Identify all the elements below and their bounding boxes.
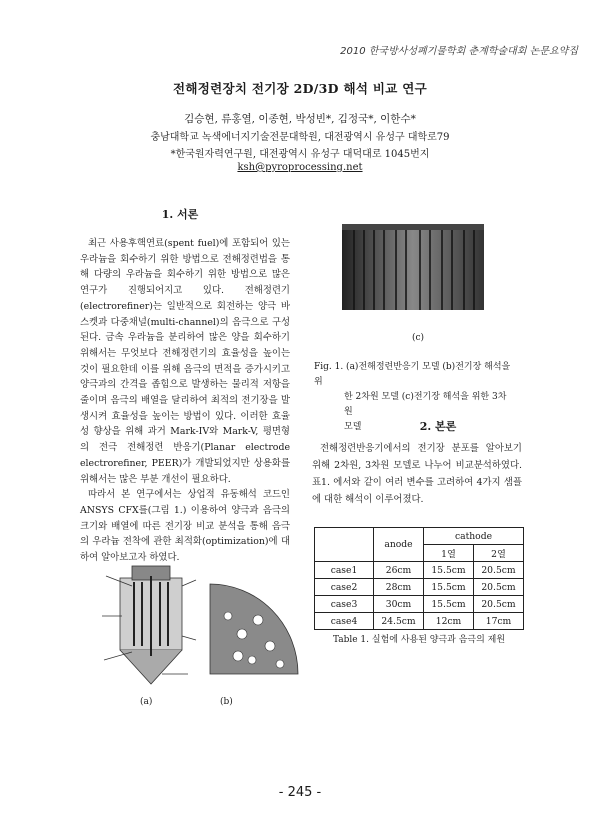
table-subheader-col1: 1열 (424, 545, 474, 562)
table-cell-cathode1: 15.5cm (424, 596, 474, 613)
table-cell-cathode2: 17cm (474, 613, 524, 630)
section-1-heading: 1. 서론 (161, 208, 199, 221)
table-cell-case: case2 (315, 579, 374, 596)
figure-reactor-and-2d-model (92, 556, 302, 694)
paragraph: 따라서 본 연구에서는 상업적 유동해석 코드인 ANSYS CFX를(그림 1.) 이용하여 양극과 음극의 크기와 배열에 따른 전기장 비교 분석을 통해 음극의 우라늄 전착에 관한 최적화(optimization)에 대하여 알아보고자 하였다. (80, 489, 290, 564)
figure-label-b: (b) (220, 697, 233, 707)
table-cell-case: case3 (315, 596, 374, 613)
figure-label-a: (a) (140, 697, 153, 707)
paragraph: 최근 사용후핵연료(spent fuel)에 포함되어 있는 우라늄을 회수하기 위한 방법으로 전해정련법을 통해 다량의 우라늄을 회수하기 위한 방법으로 많은 연구가 진행되어지고 있다. 전해정련기(electrorefiner)는 일반적으로 회전하는 양극 바스켓과 다중채널(multi-channel)의 음극으로 구성된다. 금속 우라늄을 분리하여 많은 양을 회수하기 위해서는 무엇보다 전해정련기의 효율성을 높이는 것이 필요한데 이를 위해 음극의 면적을 증가시키고 양극과의 간격을 좁힘으로 발생하는 물리적 저항을 줄이며 음극의 배열을 달리하여 최적의 전기장을 발생시켜 효율성을 높이는 방법이 있다. 이러한 효율성 향상을 위해 과거 Mark-IV와 Mark-V, 평면형의 전극 전해정련 반응기(Planar electrode electrorefiner, PEER)가 개발되었지만 상용화를 위해서는 많은 부분 개선이 필요하다. (80, 238, 290, 485)
section-2-heading: 2. 본론 (419, 420, 457, 433)
table-cell-cathode2: 20.5cm (474, 596, 524, 613)
affiliation-1: 충남대학교 녹색에너지기술전문대학원, 대전광역시 유성구 대학로79 (150, 132, 450, 143)
table-row (315, 613, 524, 630)
page-number: - 245 - (278, 785, 322, 800)
paper-title: 전해정련장치 전기장 2D/3D 해석 비교 연구 (172, 81, 428, 96)
table-cell-anode: 28cm (374, 579, 424, 596)
caption-line: 한 2차원 모델 (c)전기장 해석을 위한 3차원 (344, 392, 507, 417)
table-cell-case: case4 (315, 613, 374, 630)
table-1-caption: Table 1. 실험에 사용된 양극과 음극의 제원 (332, 635, 506, 645)
table-1 (314, 527, 524, 630)
table-row (315, 596, 524, 613)
table-cell-cathode1: 15.5cm (424, 562, 474, 579)
table-row (315, 562, 524, 579)
table-cell-anode: 26cm (374, 562, 424, 579)
table-cell-case: case1 (315, 562, 374, 579)
author-list: 김승현, 류홍열, 이종현, 박성빈*, 김정국*, 이한수* (184, 113, 416, 125)
2d-model-drawing (210, 584, 298, 674)
table-header-cathode: cathode (424, 528, 524, 545)
table-corner-cell (315, 528, 374, 562)
table-cell-cathode1: 12cm (424, 613, 474, 630)
caption-line: Fig. 1. (a)전해정련반응기 모델 (b)전기장 해석을 위 (314, 362, 511, 387)
affiliation-2: *한국원자력연구원, 대전광역시 유성구 대덕대로 1045번지 (170, 149, 430, 160)
section-1-body (80, 236, 290, 566)
section-2-body (312, 440, 522, 508)
table-subheader-col2: 2열 (474, 545, 524, 562)
table-cell-cathode1: 15.5cm (424, 579, 474, 596)
table-cell-anode: 24.5cm (374, 613, 424, 630)
figure-label-c: (c) (412, 333, 425, 343)
reactor-drawing (102, 566, 196, 684)
table-row (315, 579, 524, 596)
table-cell-anode: 30cm (374, 596, 424, 613)
table-header-anode: anode (374, 528, 424, 562)
figure-3d-model (338, 222, 488, 312)
table-cell-cathode2: 20.5cm (474, 562, 524, 579)
table-cell-cathode2: 20.5cm (474, 579, 524, 596)
author-email[interactable]: ksh@pyroprocessing.net (237, 162, 363, 173)
caption-line: 모델 (344, 422, 362, 432)
paragraph: 전해정련반응기에서의 전기장 분포를 알아보기 위해 2차원, 3차원 모델로 나누어 비교분석하였다. 표1. 에서와 같이 여러 변수를 고려하여 4가지 샘플에 대한 해석이 이루어졌다. (312, 443, 522, 505)
conference-header: 2010 한국방사성폐기물학회 춘계학술대회 논문요약집 (340, 46, 578, 57)
